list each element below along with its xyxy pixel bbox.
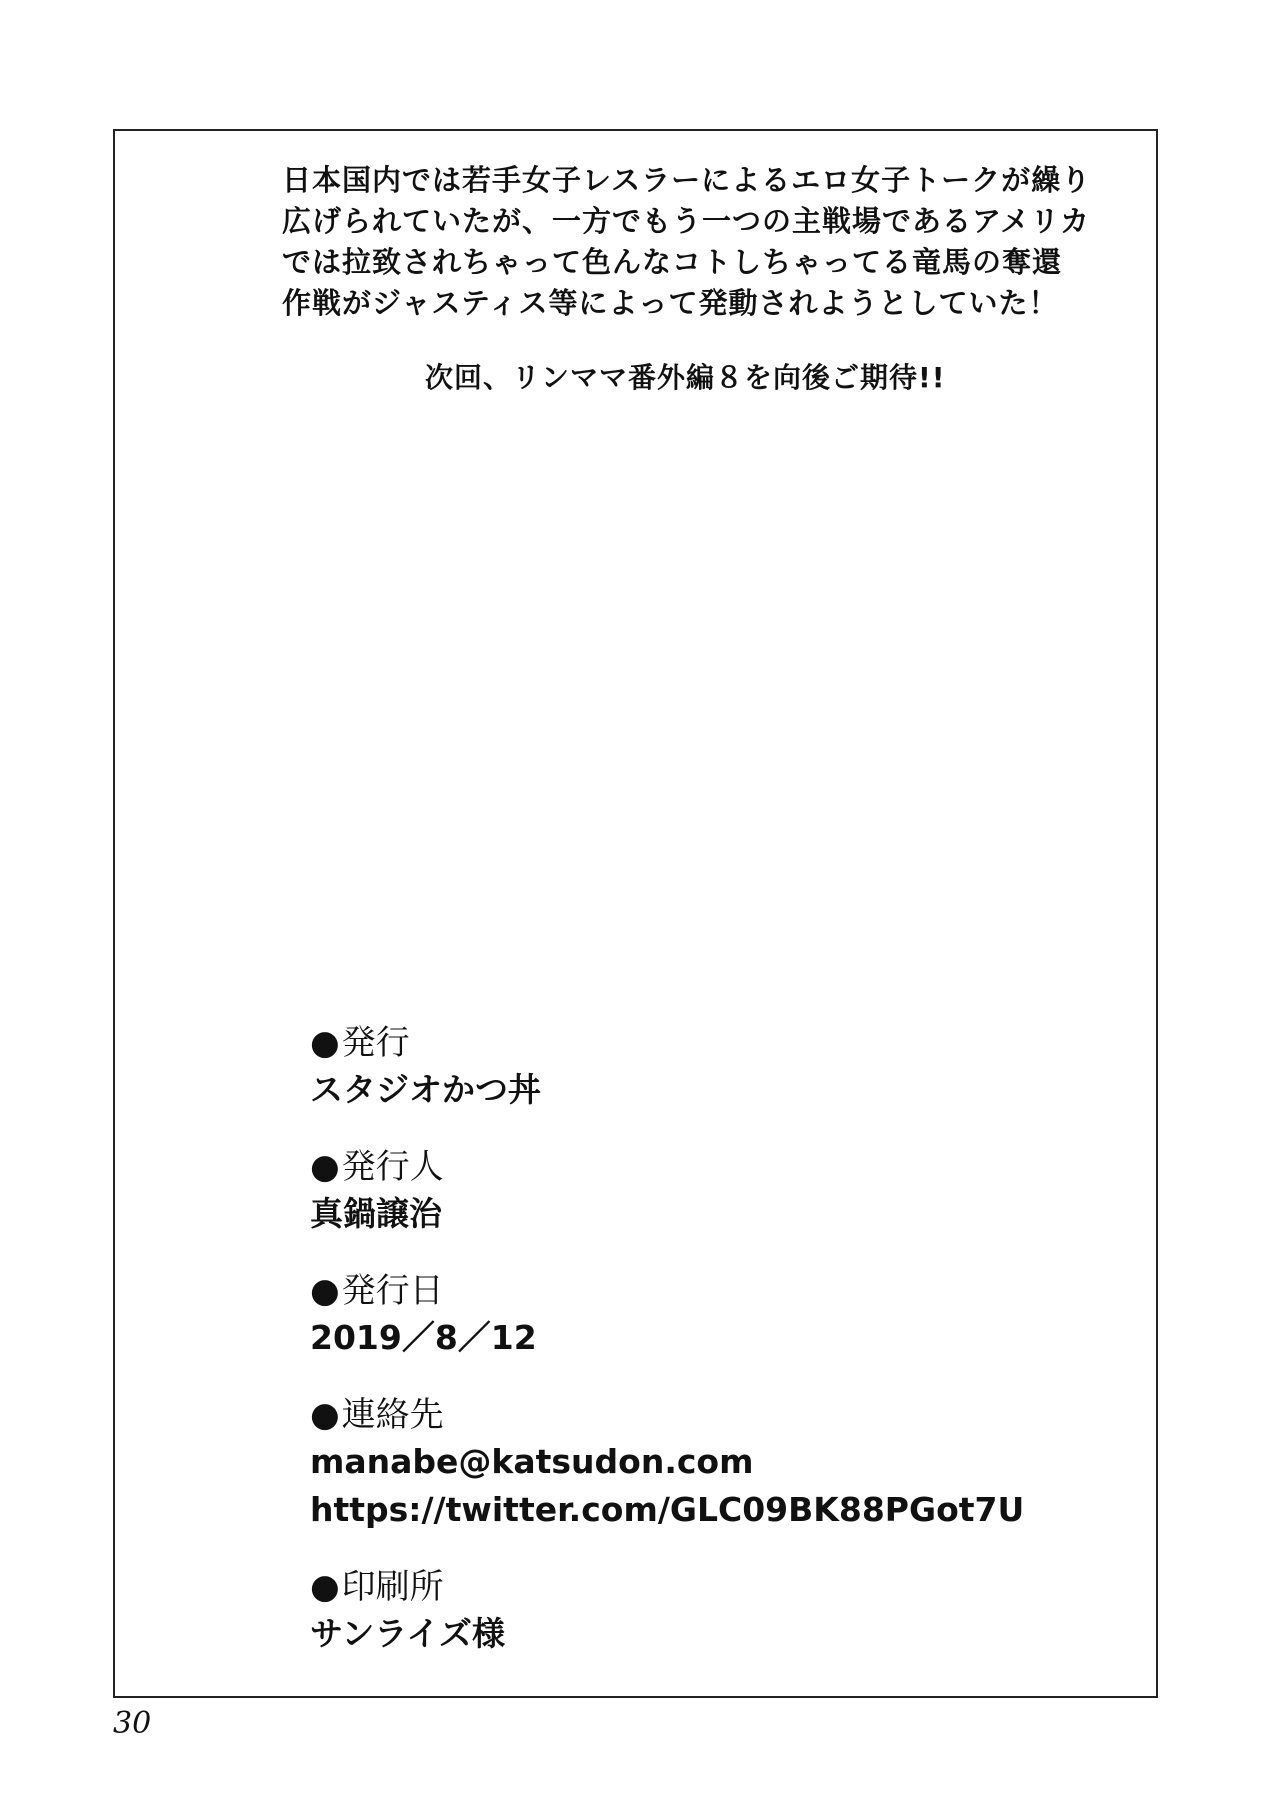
printer-label: 印刷所: [341, 1567, 444, 1607]
bullet-icon: ●: [310, 1395, 340, 1435]
contact-url: https://twitter.com/GLC09BK88PGot7U: [310, 1490, 1025, 1529]
intro-line-2: 広げられていたが、一方でもう一つの主戦場であるアメリカ: [282, 204, 1090, 238]
bullet-icon: ●: [310, 1567, 340, 1607]
date-heading: [310, 1268, 1010, 1314]
issuer-section: [310, 1144, 1010, 1238]
publisher-value: スタジオかつ丼: [310, 1070, 541, 1109]
bullet-icon: ●: [310, 1147, 340, 1187]
publisher-heading: [310, 1020, 1010, 1066]
intro-line-1: 日本国内では若手女子レスラーによるエロ女子トークが繰り: [282, 163, 1092, 197]
printer-section: [310, 1564, 1010, 1658]
contact-section: [310, 1392, 1025, 1534]
issuer-label: 発行人: [341, 1147, 444, 1187]
contact-heading: [310, 1392, 1010, 1438]
page-number: 30: [113, 1706, 152, 1741]
colophon: [310, 1020, 1025, 1688]
next-issue-teaser: 次回、リンママ番外編８を向後ご期待!!: [425, 361, 946, 394]
printer-heading: [310, 1564, 1010, 1610]
printer-value: サンライズ様: [310, 1614, 506, 1653]
date-value: 2019／8／12: [310, 1318, 537, 1357]
intro-line-4: 作戦がジャスティス等によって発動されようとしていた！: [282, 286, 1059, 320]
bullet-icon: ●: [310, 1271, 340, 1311]
issuer-heading: [310, 1144, 1010, 1190]
date-section: [310, 1268, 1010, 1362]
intro-line-3: では拉致されちゃって色んなコトしちゃってる竜馬の奪還: [282, 245, 1063, 279]
publisher-section: [310, 1020, 1010, 1114]
bullet-icon: ●: [310, 1023, 340, 1063]
contact-label: 連絡先: [341, 1395, 444, 1435]
intro-paragraph: [282, 160, 1092, 324]
contact-email: manabe@katsudon.com: [310, 1442, 754, 1481]
publisher-label: 発行: [341, 1023, 410, 1063]
issuer-value: 真鍋譲治: [310, 1194, 442, 1233]
date-label: 発行日: [341, 1271, 444, 1311]
